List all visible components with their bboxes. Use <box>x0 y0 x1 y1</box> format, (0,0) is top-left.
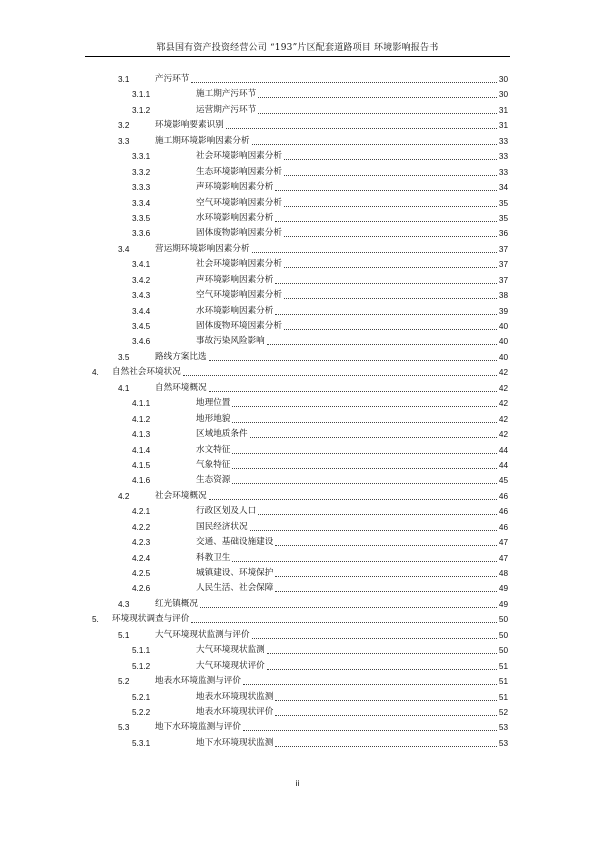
toc-dot-leader <box>200 607 497 608</box>
toc-entry-number: 4.2.4 <box>132 553 151 563</box>
toc-entry[interactable] <box>0 736 595 751</box>
toc-entry-title: 气象特征 <box>196 459 231 470</box>
toc-entry-number: 3.3.5 <box>132 213 151 223</box>
toc-entry-page: 38 <box>498 291 508 301</box>
toc-entry-number: 4.1.4 <box>132 445 151 455</box>
toc-entry-page: 42 <box>498 430 508 440</box>
toc-dot-leader <box>250 530 497 531</box>
toc-entry-page: 46 <box>498 507 508 517</box>
toc-entry-page: 37 <box>498 244 508 254</box>
toc-entry-number: 3.4 <box>118 244 130 254</box>
toc-entry-title: 交通、基础设施建设 <box>196 537 274 548</box>
toc-entry-page: 33 <box>498 167 508 177</box>
toc-entry-page: 36 <box>498 229 508 239</box>
toc-entry[interactable] <box>0 551 595 566</box>
toc-entry[interactable] <box>0 87 595 102</box>
toc-entry-page: 44 <box>498 460 508 470</box>
toc-entry-number: 4.3 <box>118 599 130 609</box>
toc-entry[interactable] <box>0 581 595 596</box>
toc-entry-page: 53 <box>498 738 508 748</box>
toc-entry-title: 产污环节 <box>155 74 190 84</box>
toc-entry-number: 5.2 <box>118 677 130 687</box>
toc-entry-page: 30 <box>498 75 508 84</box>
toc-entry-page: 44 <box>498 445 508 455</box>
toc-entry-title: 声环境影响因素分析 <box>196 274 274 285</box>
toc-entry[interactable] <box>0 381 595 396</box>
toc-entry-page: 33 <box>498 152 508 162</box>
toc-entry[interactable] <box>0 535 595 550</box>
toc-dot-leader <box>275 591 497 592</box>
toc-entry-number: 4.2 <box>118 491 130 501</box>
toc-entry[interactable] <box>0 180 595 195</box>
toc-entry-title: 固体废物环境因素分析 <box>196 321 282 331</box>
toc-dot-leader <box>267 669 497 670</box>
toc-entry-page: 51 <box>498 661 508 671</box>
toc-entry-page: 42 <box>498 399 508 409</box>
toc-entry-number: 4.1.1 <box>132 399 151 409</box>
toc-entry[interactable] <box>0 443 595 458</box>
toc-entry-title: 自然环境概况 <box>155 382 207 393</box>
toc-entry-number: 3.4.3 <box>132 291 151 301</box>
toc-entry-title: 水文特征 <box>196 444 231 455</box>
toc-entry-page: 42 <box>498 368 508 378</box>
toc-dot-leader <box>232 453 497 454</box>
toc-entry[interactable] <box>0 458 595 473</box>
toc-entry-page: 35 <box>498 213 508 223</box>
toc-dot-leader <box>275 283 497 284</box>
toc-dot-leader <box>252 144 497 145</box>
toc-entry[interactable] <box>0 396 595 411</box>
toc-dot-leader <box>284 236 497 237</box>
toc-entry[interactable] <box>0 489 595 504</box>
toc-dot-leader <box>252 638 497 639</box>
toc-entry-title: 人民生活、社会保障 <box>196 583 274 594</box>
toc-entry-number: 4.2.5 <box>132 569 151 578</box>
toc-entry-number: 5.1.2 <box>132 661 151 671</box>
toc-entry[interactable] <box>0 288 595 303</box>
table-of-contents <box>0 72 595 751</box>
toc-entry-title: 地理位置 <box>196 398 231 409</box>
toc-dot-leader <box>209 360 497 361</box>
toc-entry[interactable] <box>0 242 595 257</box>
toc-entry-title: 路线方案比选 <box>155 351 207 362</box>
toc-dot-leader <box>275 221 497 222</box>
toc-entry-title: 水环境影响因素分析 <box>196 212 274 223</box>
toc-entry-title: 社会环境影响因素分析 <box>196 151 282 162</box>
toc-entry-title: 生态资源 <box>196 475 231 486</box>
toc-dot-leader <box>252 252 497 253</box>
toc-entry-page: 37 <box>498 275 508 285</box>
toc-dot-leader <box>232 406 497 407</box>
toc-entry[interactable] <box>0 597 595 612</box>
toc-entry-title: 自然社会环境状况 <box>112 367 181 378</box>
toc-entry-title: 生态环境影响因素分析 <box>196 166 282 177</box>
header-rule <box>85 56 510 57</box>
toc-entry-title: 环境影响要素识别 <box>155 120 224 131</box>
toc-entry[interactable] <box>0 319 595 334</box>
toc-entry-title: 区域地质条件 <box>196 429 248 440</box>
toc-entry[interactable] <box>0 659 595 674</box>
toc-entry-page: 42 <box>498 414 508 424</box>
toc-entry-page: 51 <box>498 677 508 687</box>
toc-entry-page: 35 <box>498 198 508 208</box>
toc-entry-page: 40 <box>498 352 508 362</box>
toc-entry-page: 39 <box>498 306 508 316</box>
toc-entry-page: 30 <box>498 90 508 100</box>
toc-dot-leader <box>284 329 497 330</box>
toc-entry-page: 34 <box>498 183 508 193</box>
toc-entry[interactable] <box>0 643 595 658</box>
toc-dot-leader <box>258 514 497 515</box>
toc-entry-number: 3.4.6 <box>132 337 151 347</box>
toc-entry-number: 4.1.2 <box>132 414 151 424</box>
toc-entry-number: 4.1 <box>118 383 130 393</box>
toc-entry-page: 31 <box>498 121 508 131</box>
toc-entry-title: 事故污染风险影响 <box>196 336 265 347</box>
toc-entry-number: 3.4.2 <box>132 275 151 285</box>
toc-entry-number: 4.1.6 <box>132 476 151 486</box>
toc-entry-number: 3.5 <box>118 352 130 362</box>
toc-entry-number: 3.2 <box>118 121 130 131</box>
toc-entry[interactable] <box>0 211 595 226</box>
toc-entry-page: 47 <box>498 538 508 548</box>
toc-entry-number: 4.1.3 <box>132 430 151 440</box>
toc-entry-title: 科教卫生 <box>196 552 231 563</box>
toc-entry-page: 31 <box>498 105 508 115</box>
toc-entry-title: 营运期环境影响因素分析 <box>155 243 250 254</box>
toc-dot-leader <box>191 82 497 83</box>
toc-dot-leader <box>243 730 497 731</box>
toc-entry-title: 地表水环境监测与评价 <box>155 676 241 687</box>
toc-entry-title: 红光镇概况 <box>155 598 198 609</box>
toc-entry-number: 3.3.2 <box>132 167 151 177</box>
toc-entry-title: 地下水环境监测与评价 <box>155 722 241 733</box>
toc-entry-title: 施工期环境影响因素分析 <box>155 135 250 146</box>
toc-entry-title: 地形地貌 <box>196 413 231 424</box>
toc-dot-leader <box>232 422 497 423</box>
toc-dot-leader <box>267 653 497 654</box>
toc-entry-number: 5.2.2 <box>132 707 151 717</box>
toc-dot-leader <box>284 159 497 160</box>
toc-entry-page: 51 <box>498 692 508 702</box>
toc-entry-page: 48 <box>498 569 508 578</box>
toc-entry-title: 社会环境概况 <box>155 490 207 501</box>
toc-entry-number: 5.1 <box>118 630 130 640</box>
toc-entry[interactable] <box>0 612 595 627</box>
toc-entry-page: 53 <box>498 723 508 733</box>
toc-entry-number: 5. <box>92 615 99 625</box>
toc-dot-leader <box>284 298 497 299</box>
toc-entry-title: 大气环境现状评价 <box>196 660 265 671</box>
toc-entry-page: 46 <box>498 522 508 532</box>
toc-entry-title: 空气环境影响因素分析 <box>196 197 282 208</box>
toc-entry-page: 49 <box>498 599 508 609</box>
toc-entry[interactable] <box>0 520 595 535</box>
toc-entry[interactable] <box>0 134 595 149</box>
toc-entry-page: 47 <box>498 553 508 563</box>
toc-entry-number: 5.2.1 <box>132 692 151 702</box>
toc-dot-leader <box>275 190 497 191</box>
toc-entry[interactable] <box>0 257 595 272</box>
toc-dot-leader <box>258 113 497 114</box>
toc-dot-leader <box>232 561 497 562</box>
toc-entry-number: 3.4.4 <box>132 306 151 316</box>
toc-entry[interactable] <box>0 165 595 180</box>
toc-dot-leader <box>209 391 497 392</box>
toc-entry-page: 37 <box>498 260 508 270</box>
toc-entry[interactable] <box>0 103 595 118</box>
toc-dot-leader <box>275 746 497 747</box>
toc-entry-title: 声环境影响因素分析 <box>196 182 274 193</box>
toc-entry[interactable] <box>0 504 595 519</box>
toc-entry-page: 50 <box>498 615 508 625</box>
toc-dot-leader <box>243 684 497 685</box>
toc-entry[interactable] <box>0 427 595 442</box>
toc-dot-leader <box>275 545 497 546</box>
toc-entry-number: 4.2.6 <box>132 584 151 594</box>
toc-entry[interactable] <box>0 365 595 380</box>
toc-entry-title: 城镇建设、环境保护 <box>196 568 274 578</box>
toc-entry-number: 3.1 <box>118 75 130 84</box>
toc-entry-title: 地表水环境现状监测 <box>196 691 274 702</box>
toc-entry-number: 3.3.4 <box>132 198 151 208</box>
toc-entry-number: 4.2.2 <box>132 522 151 532</box>
toc-entry[interactable] <box>0 628 595 643</box>
toc-entry[interactable] <box>0 273 595 288</box>
toc-entry-number: 3.4.1 <box>132 260 151 270</box>
toc-entry-title: 环境现状调查与评价 <box>112 614 190 625</box>
toc-entry[interactable] <box>0 196 595 211</box>
toc-entry-page: 45 <box>498 476 508 486</box>
toc-entry-number: 5.3 <box>118 723 130 733</box>
toc-entry-number: 4. <box>92 368 99 378</box>
toc-entry-page: 42 <box>498 383 508 393</box>
toc-dot-leader <box>275 314 497 315</box>
toc-entry-number: 5.1.1 <box>132 646 151 656</box>
toc-entry[interactable] <box>0 304 595 319</box>
toc-entry[interactable] <box>0 412 595 427</box>
toc-entry-title: 大气环境现状监测 <box>196 645 265 656</box>
toc-entry[interactable] <box>0 149 595 164</box>
toc-entry-number: 4.2.3 <box>132 538 151 548</box>
toc-entry[interactable] <box>0 72 595 87</box>
toc-entry[interactable] <box>0 473 595 488</box>
toc-entry-page: 49 <box>498 584 508 594</box>
toc-entry-title: 施工期产污环节 <box>196 89 257 100</box>
toc-entry-number: 3.3.1 <box>132 152 151 162</box>
toc-entry-title: 大气环境现状监测与评价 <box>155 629 250 640</box>
toc-entry-page: 50 <box>498 630 508 640</box>
toc-dot-leader <box>275 715 497 716</box>
toc-dot-leader <box>284 206 497 207</box>
toc-dot-leader <box>209 499 497 500</box>
toc-dot-leader <box>232 483 497 484</box>
toc-dot-leader <box>275 576 497 577</box>
toc-dot-leader <box>267 344 497 345</box>
toc-entry-number: 3.3 <box>118 136 130 146</box>
toc-entry-title: 社会环境影响因素分析 <box>196 259 282 270</box>
toc-entry-title: 地表水环境现状评价 <box>196 706 274 717</box>
toc-dot-leader <box>258 97 497 98</box>
toc-entry[interactable] <box>0 566 595 581</box>
toc-dot-leader <box>284 175 497 176</box>
toc-dot-leader <box>183 375 497 376</box>
toc-entry-title: 行政区划及人口 <box>196 506 257 517</box>
toc-dot-leader <box>191 622 497 623</box>
toc-entry-title: 空气环境影响因素分析 <box>196 290 282 301</box>
toc-entry-number: 4.1.5 <box>132 460 151 470</box>
toc-entry[interactable] <box>0 118 595 133</box>
toc-entry-number: 3.3.3 <box>132 183 151 193</box>
toc-entry-page: 33 <box>498 136 508 146</box>
toc-entry-number: 5.3.1 <box>132 738 151 748</box>
toc-entry[interactable] <box>0 674 595 689</box>
toc-dot-leader <box>226 128 497 129</box>
toc-entry-number: 3.3.6 <box>132 229 151 239</box>
toc-entry[interactable] <box>0 720 595 735</box>
running-header: 郓县国有资产投资经营公司 “193”片区配套道路项目 环境影响报告书 <box>156 43 439 53</box>
toc-entry-number: 4.2.1 <box>132 507 151 517</box>
toc-entry[interactable] <box>0 350 595 365</box>
toc-dot-leader <box>275 700 497 701</box>
page-number: ii <box>295 778 300 788</box>
toc-entry[interactable] <box>0 226 595 241</box>
toc-entry-number: 3.1.2 <box>132 105 151 115</box>
toc-entry-title: 运营期产污环节 <box>196 104 257 115</box>
toc-entry-title: 固体废物影响因素分析 <box>196 228 282 239</box>
toc-entry-title: 水环境影响因素分析 <box>196 305 274 316</box>
toc-entry-number: 3.4.5 <box>132 322 151 331</box>
toc-entry-number: 3.1.1 <box>132 90 151 100</box>
toc-dot-leader <box>284 267 497 268</box>
toc-entry[interactable] <box>0 705 595 720</box>
toc-entry-title: 国民经济状况 <box>196 521 248 532</box>
toc-entry-page: 52 <box>498 707 508 717</box>
toc-entry-page: 50 <box>498 646 508 656</box>
toc-entry[interactable] <box>0 334 595 349</box>
toc-entry-title: 地下水环境现状监测 <box>196 737 274 748</box>
toc-entry-page: 40 <box>498 322 508 331</box>
toc-dot-leader <box>250 437 497 438</box>
toc-entry-page: 46 <box>498 491 508 501</box>
toc-entry-page: 40 <box>498 337 508 347</box>
toc-entry[interactable] <box>0 690 595 705</box>
toc-dot-leader <box>232 468 497 469</box>
